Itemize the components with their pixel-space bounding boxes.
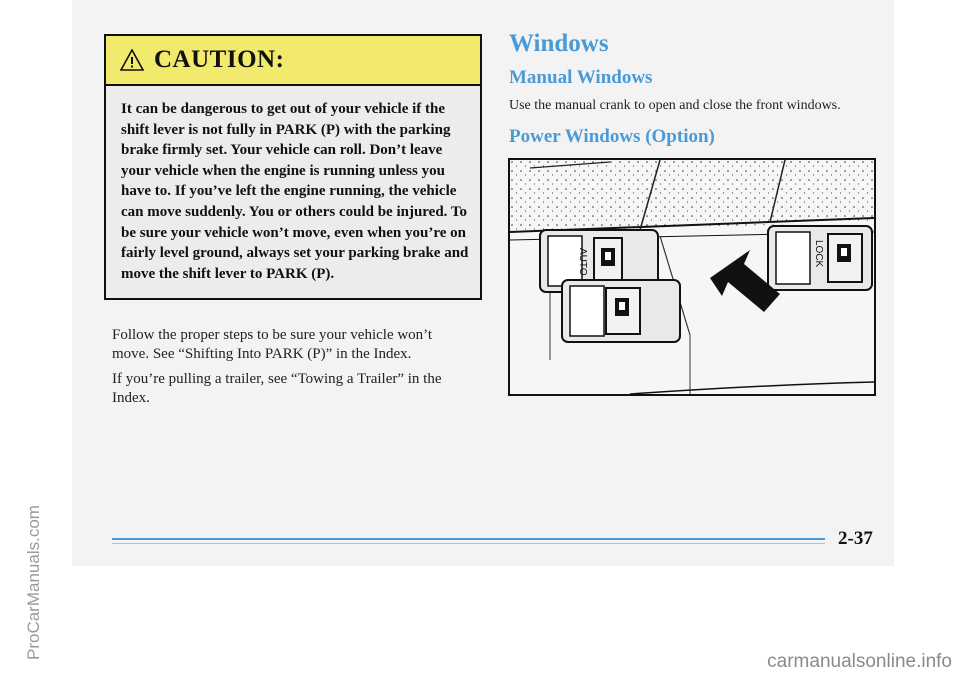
warning-triangle-icon xyxy=(120,49,144,71)
paragraph-trailer: If you’re pulling a trailer, see “Towing a Trailer” in the Index. xyxy=(112,371,442,406)
heading-power-windows: Power Windows (Option) xyxy=(509,126,715,147)
footer-rule xyxy=(112,538,825,540)
auto-label: AUTO xyxy=(577,248,588,276)
side-watermark-text: ProCarManuals.com xyxy=(24,505,43,660)
lock-switch xyxy=(768,226,872,290)
page-number: 2-37 xyxy=(838,528,873,549)
lock-label: LOCK xyxy=(813,240,824,268)
bottom-watermark: carmanualsonline.info xyxy=(767,651,952,672)
door-panel-drawing xyxy=(510,160,874,394)
section-title-windows: Windows xyxy=(509,30,609,57)
caution-title: CAUTION: xyxy=(154,46,285,73)
caution-text: It can be dangerous to get out of your vehicle if the shift lever is not fully in PARK (P) with the parking brake firmly set. Your vehicle can roll. Don’t leave your vehicle when the engine is running unless you have to. If you’ve left the engine running, the vehicle can move suddenly. You or others could be injured. To be sure your vehicle won’t move, even when you’re on fairly level ground, always set your parking brake and move the shift lever to PARK (P). xyxy=(121,101,469,282)
caution-box xyxy=(104,34,482,300)
passenger-window-switch xyxy=(562,280,680,342)
power-window-switch-illustration xyxy=(508,158,876,396)
footer-rule-thin xyxy=(112,543,825,544)
caution-header xyxy=(106,36,480,86)
side-watermark xyxy=(6,160,43,660)
paragraph-manual-windows: Use the manual crank to open and close the front windows. xyxy=(509,98,841,113)
heading-manual-windows: Manual Windows xyxy=(509,67,653,88)
paragraph-follow-steps: Follow the proper steps to be sure your vehicle won’t move. See “Shifting Into PARK (P)” in the Index. xyxy=(112,327,433,362)
